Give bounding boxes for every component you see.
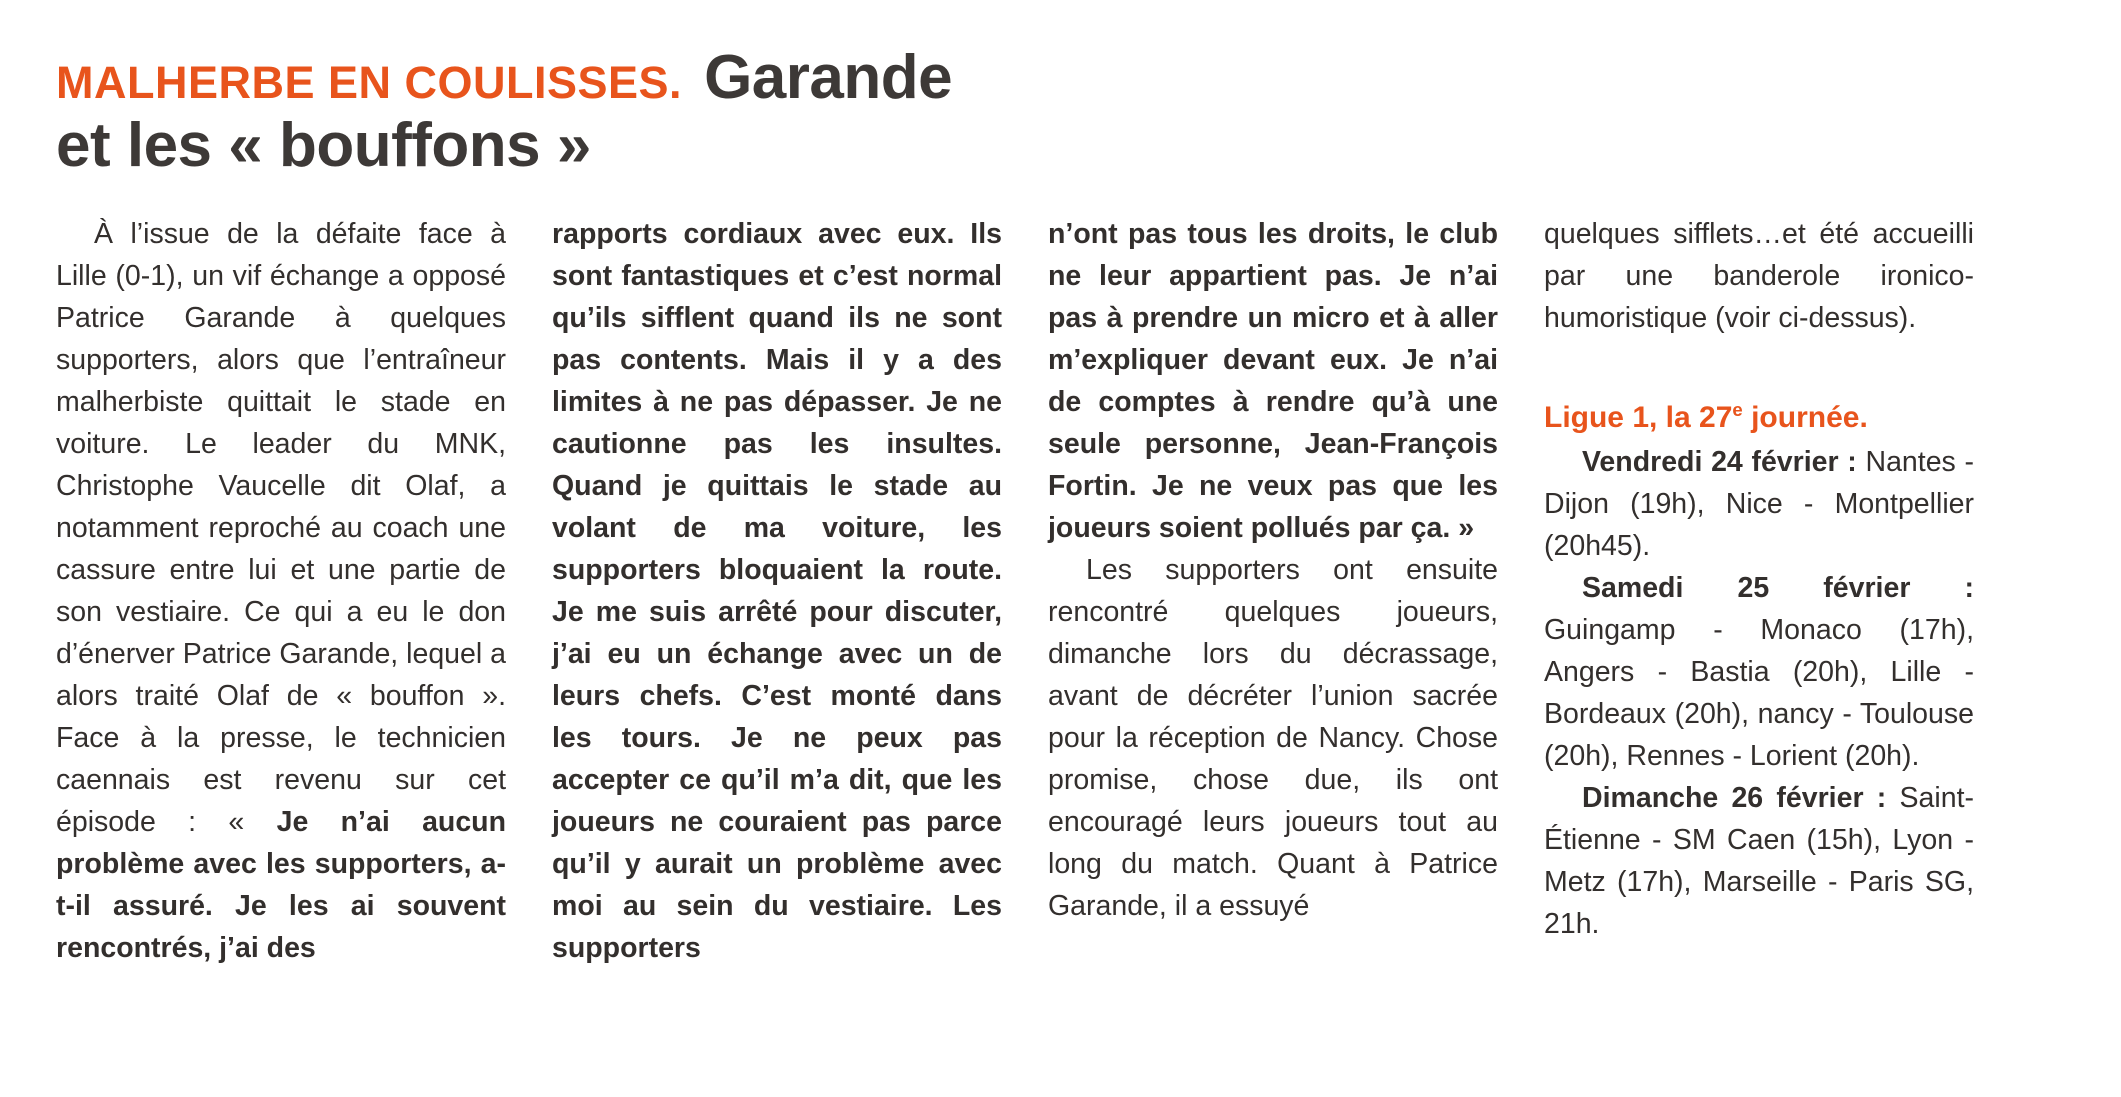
results-title-before: Ligue 1, la 27 [1544, 400, 1733, 434]
results-block [1544, 397, 1974, 945]
paragraph-banner: quelques sifflets…et été accueilli par une banderole ironico-humoristique (voir ci-dessus). [1544, 217, 1974, 334]
paragraph-quote-continued: rapports cordiaux avec eux. Ils sont fantastiques et c’est normal qu’ils sifflent quand ils ne sont pas contents. Mais il y a des limites à ne pas dépasser. Je ne cautionne pas les insultes. Quand je quittais le stade au volant de ma voiture, les supporters bloquaient la route. Je me suis arrêté pour discuter, j’ai eu un échange avec un de leurs chefs. C’est monté dans les tours. Je ne peux pas accepter ce qu’il m’a dit, que les joueurs ne couraient pas parce qu’il y aurait un problème avec moi au sein du vestiaire. Les supporters [552, 217, 1002, 964]
results-title [1544, 397, 1974, 439]
results-line-friday [1544, 441, 1974, 567]
headline-line-2: et les « bouffons » [56, 111, 591, 181]
results-line-saturday [1544, 567, 1974, 777]
paragraph-supporters: Les supporters ont ensuite rencontré quelques joueurs, dimanche lors du décrassage, avant de décréter l’union sacrée pour la réception de Nancy. Chose promise, chose due, ils ont encouragé leurs joueurs tout au long du match. Quant à Patrice Garande, il a essuyé [1048, 553, 1498, 922]
paragraph-intro-quote: Je n’ai aucun problème avec les supporters, a-t-il assuré. Je les ai souvent rencontrés, j’ai des [56, 805, 507, 964]
headline-kicker: MALHERBE EN COULISSES. [56, 57, 683, 108]
article-column-3 [1048, 213, 1498, 969]
results-line-sunday [1544, 777, 1974, 945]
paragraph-quote-end: n’ont pas tous les droits, le club ne leur appartient pas. Je n’ai pas à prendre un micro et à aller m’expliquer devant eux. Je n’ai de comptes à rendre qu’à une seule personne, Jean-François Fortin. Je ne veux pas que les joueurs soient pollués par ça. » [1048, 217, 1498, 544]
article-column-4 [1544, 213, 1974, 969]
headline-line-1 [56, 43, 2065, 112]
page-title [56, 43, 2065, 181]
results-day-friday: Vendredi 24 février : [1582, 445, 1857, 478]
paragraph-intro-text: À l’issue de la défaite face à Lille (0-1), un vif échange a opposé Patrice Garande à quelques supporters, alors que l’entraîneur malherbiste quittait le stade en voiture. Le leader du MNK, Christophe Vaucelle dit Olaf, a notamment reproché au coach une cassure entre lui et une partie de son vestiaire. Ce qui a eu le don d’énerver Patrice Garande, lequel a alors traité Olaf de « bouffon ». Face à la presse, le technicien caennais est revenu sur cet épisode : « [56, 217, 506, 838]
article-column-1 [56, 213, 506, 969]
results-day-saturday: Samedi 25 février : [1582, 571, 1974, 604]
headline-main: Garande [704, 43, 953, 112]
results-day-sunday: Dimanche 26 février : [1582, 781, 1887, 814]
article-column-2 [552, 213, 1002, 969]
results-title-ordinal: e [1732, 398, 1743, 420]
results-title-after: journée. [1742, 400, 1868, 434]
results-matches-saturday: Guingamp - Monaco (17h), Angers - Bastia (20h), Lille - Bordeaux (20h), nancy - Toulouse (20h), Rennes - Lorient (20h). [1544, 613, 1974, 772]
results-matches-friday: Nantes - Dijon (19h), Nice - Montpellier (20h45). [1544, 445, 1974, 562]
article-columns [56, 213, 2065, 969]
results-matches-sunday: Saint-Étienne - SM Caen (15h), Lyon - Metz (17h), Marseille - Paris SG, 21h. [1544, 781, 1974, 940]
paragraph-intro [56, 213, 506, 969]
